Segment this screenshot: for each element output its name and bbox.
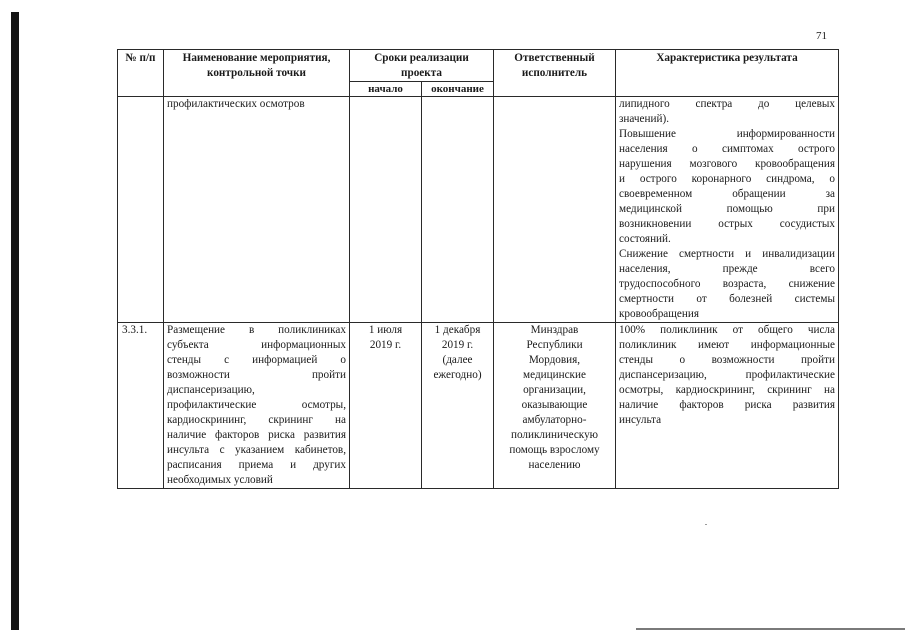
cell-line: поликлиник имеют информационные <box>619 339 835 351</box>
header-responsible: Ответственный исполнитель <box>494 50 616 97</box>
cell-end <box>422 97 494 323</box>
cell-responsible <box>494 323 616 489</box>
cell-line: 100% поликлиник от общего числа <box>619 324 835 336</box>
cell-start <box>350 323 422 489</box>
table-header-row <box>118 50 839 82</box>
cell-num: 3.3.1. <box>118 323 164 489</box>
header-start: начало <box>350 82 422 97</box>
cell-line: профилактические осмотры, <box>167 399 346 411</box>
cell-line: липидного спектра до целевых <box>619 98 835 110</box>
cell-line: 2019 г. <box>441 339 474 351</box>
cell-line: Мордовия, <box>528 354 581 366</box>
cell-line: своевременном обращении за <box>619 188 835 200</box>
cell-line: инсульта <box>619 414 662 426</box>
cell-line: наличие факторов риска развития <box>619 399 835 411</box>
cell-line: ежегодно) <box>433 369 482 381</box>
scan-bottom-line <box>636 628 905 630</box>
cell-line: стенды о возможности пройти <box>619 354 835 366</box>
cell-line: медицинские <box>523 369 586 381</box>
cell-line: необходимых условий <box>167 474 273 486</box>
cell-line: Минздрав <box>530 324 579 336</box>
cell-line: диспансеризацию, профилактические <box>619 369 835 381</box>
scan-speck <box>705 524 707 525</box>
scan-edge-bar <box>11 12 19 630</box>
header-deadlines: Сроки реализации проекта <box>350 50 494 82</box>
cell-line: помощь взрослому <box>509 444 600 456</box>
cell-line: субъекта информационных <box>167 339 346 351</box>
cell-name <box>164 97 350 323</box>
header-num: № п/п <box>118 50 164 97</box>
cell-line: состояний. <box>619 233 671 245</box>
cell-line: 1 июля <box>368 324 403 336</box>
cell-line: населения, прежде всего <box>619 263 835 275</box>
cell-line: и острого коронарного синдрома, о <box>619 173 835 185</box>
cell-line: кровообращения <box>619 308 699 320</box>
cell-line: поликлиническую <box>510 429 599 441</box>
cell-result <box>616 97 839 323</box>
cell-line: населения о симптомах острого <box>619 143 835 155</box>
cell-line: возможности пройти <box>167 369 346 381</box>
cell-num <box>118 97 164 323</box>
header-result: Характеристика результата <box>616 50 839 97</box>
cell-line: оказывающие <box>521 399 588 411</box>
action-plan-table <box>117 49 839 489</box>
cell-line: наличие факторов риска развития <box>167 429 346 441</box>
cell-line: диспансеризацию, <box>167 384 255 396</box>
cell-line: стенды с информацией о <box>167 354 346 366</box>
cell-line: амбулаторно- <box>522 414 587 426</box>
cell-result <box>616 323 839 489</box>
cell-line: расписания приема и других <box>167 459 346 471</box>
cell-line: Повышение информированности <box>619 128 835 140</box>
cell-start <box>350 97 422 323</box>
header-name: Наименование мероприятия, контрольной точки <box>164 50 350 97</box>
cell-line: Республики <box>526 339 583 351</box>
header-end: окончание <box>422 82 494 97</box>
cell-name <box>164 323 350 489</box>
cell-line: возникновении острых сосудистых <box>619 218 835 230</box>
cell-line: 1 декабря <box>434 324 481 336</box>
cell-line: Снижение смертности и инвалидизации <box>619 248 835 260</box>
cell-line: смертности от болезней системы <box>619 293 835 305</box>
cell-responsible <box>494 97 616 323</box>
cell-line: трудоспособного возраста, снижение <box>619 278 835 290</box>
cell-line: нарушения мозгового кровообращения <box>619 158 835 170</box>
cell-line: населению <box>528 459 581 471</box>
cell-line: значений). <box>619 113 669 125</box>
cell-line: кардиоскрининг, скрининг на <box>167 414 346 426</box>
cell-line: профилактических осмотров <box>167 98 305 110</box>
cell-line: осмотры, кардиоскрининг, скрининг на <box>619 384 835 396</box>
cell-end <box>422 323 494 489</box>
table-row <box>118 323 839 489</box>
cell-line: организации, <box>523 384 586 396</box>
cell-line: Размещение в поликлиниках <box>167 324 346 336</box>
cell-line: 2019 г. <box>369 339 402 351</box>
cell-line: (далее <box>442 354 473 366</box>
cell-line: инсульта с указанием кабинетов, <box>167 444 346 456</box>
cell-line: медицинской помощью при <box>619 203 835 215</box>
table-row <box>118 97 839 323</box>
page-number: 71 <box>816 30 827 42</box>
